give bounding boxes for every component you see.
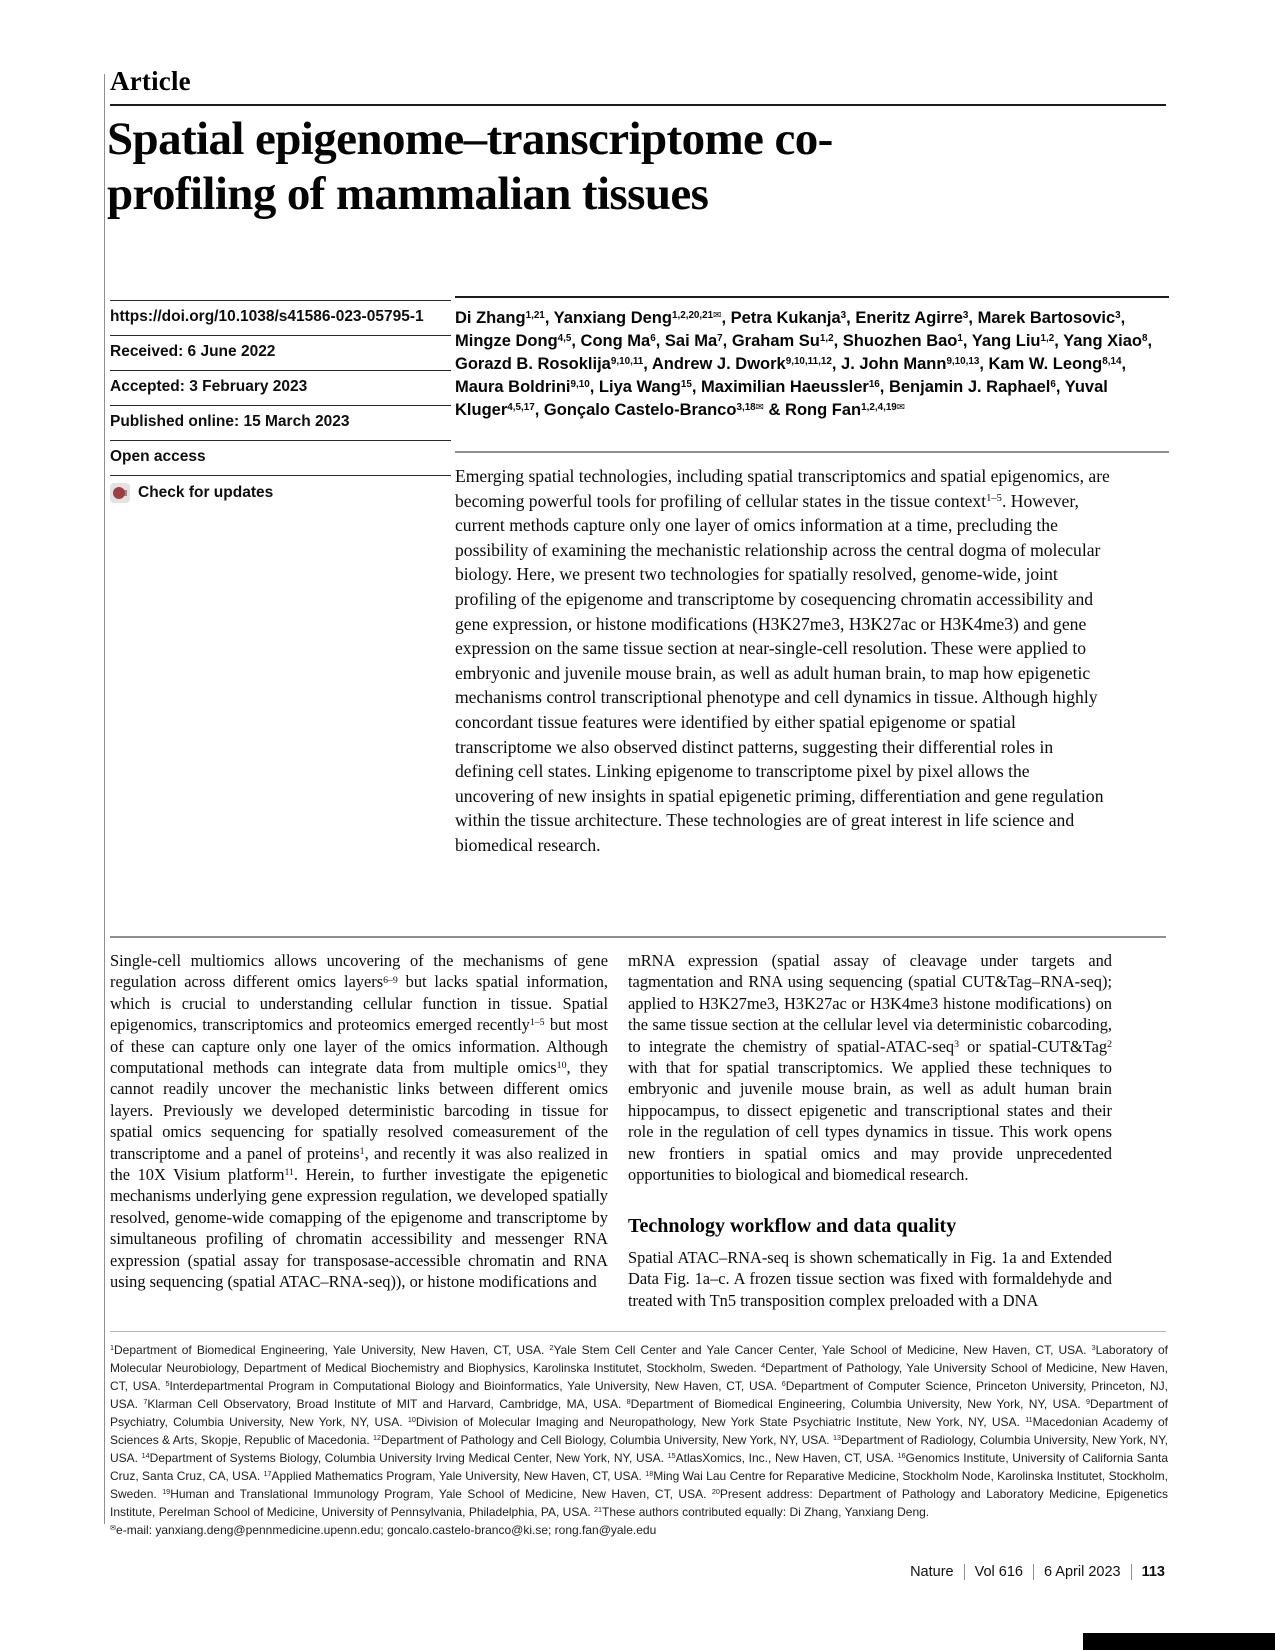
- published-online-date: Published online: 15 March 2023: [110, 405, 451, 440]
- footer-date: 6 April 2023: [1033, 1564, 1131, 1580]
- check-for-updates-button[interactable]: [110, 475, 451, 512]
- doi-link[interactable]: https://doi.org/10.1038/s41586-023-05795-1: [110, 300, 451, 335]
- abstract-text: Emerging spatial technologies, including spatial transcriptomics and spatial epigenomics, are becoming powerful tools for profiling of cellular states in the tissue context$^{1-5}$. However, current methods capture only one layer of omics information at a time, precluding the possibility of examining the mechanistic relationship across the central dogma of molecular biology. Here, we present two technologies for spatially resolved, genome-wide, joint profiling of the epigenome and transcriptome by cosequencing chromatin accessibility and gene expression, or histone modifications (H3K27me3, H3K27ac or H3K4me3) and gene expression on the same tissue section at near-single-cell resolution. These were applied to embryonic and juvenile mouse brain, as well as adult human brain, to map how epigenetic mechanisms control transcriptional phenotype and cell dynamics in tissue. Although highly concordant tissue features were identified by either spatial epigenome or spatial transcriptome we also observed distinct patterns, suggesting their differential roles in defining cell states. Linking epigenome to transcriptome pixel by pixel allows the uncovering of new insights in spatial epigenetic priming, differentiation and gene regulation within the tissue architecture. These technologies are of great interest in life science and biomedical research.: [455, 466, 1110, 855]
- footnote-divider: [110, 1331, 1166, 1332]
- footer-volume: Vol 616: [964, 1564, 1033, 1580]
- body-paragraph-1: Single-cell multiomics allows uncovering of the mechanisms of gene regulation across different omics layers$^{6-9}$ but lacks spatial information, which is crucial to understanding cellular function in tissue. Spatial epigenomics, transcriptomics and proteomics emerged recently$^{1-5}$ but most of these can capture only one layer of the omics information. Although computational methods can integrate data from multiple omics$^{10}$, they cannot readily uncover the mechanistic links between different omics layers. Previously we developed deterministic barcoding in tissue for spatial omics sequencing for spatially resolved comeasurement of the transcriptome and a panel of proteins$^1$, and recently it was also realized in the 10X Visium platform$^{11}$. Herein, to further investigate the epigenetic mechanisms underlying gene expression regulation, we developed spatially resolved, genome-wide comapping of the epigenome and transcriptome by simultaneous profiling of chromatin accessibility and messenger RNA expression (spatial assay for transposase-accessible chromatin and RNA using sequencing (spatial ATAC–RNA-seq)), or histone modifications and: [110, 951, 609, 1292]
- abstract-body-divider: [110, 936, 1166, 938]
- footnotes-section: [110, 1341, 1168, 1539]
- abstract-section: [455, 451, 1169, 858]
- page-footer: [910, 1564, 1165, 1580]
- check-for-updates-icon: [110, 483, 130, 503]
- footer-page-number: 113: [1131, 1564, 1165, 1580]
- body-paragraph-3: Spatial ATAC–RNA-seq is shown schematically in Fig. 1a and Extended Data Fig. 1a–c. A frozen tissue section was fixed with formaldehyde and treated with Tn5 transposition complex preloaded with a DNA: [628, 1247, 1112, 1310]
- author-list: Di Zhang$^{1,21}$, Yanxiang Deng$^{1,2,20,21✉}$, Petra Kukanja$^3$, Eneritz Agirre$^3$, Marek Bartosovic$^3$, Mingze Dong$^{4,5}$, Cong Ma$^6$, Sai Ma$^7$, Graham Su$^{1,2}$, Shuozhen Bao$^1$, Yang Liu$^{1,2}$, Yang Xiao$^8$, Gorazd B. Rosoklija$^{9,10,11}$, Andrew J. Dwork$^{9,10,11,12}$, J. John Mann$^{9,10,13}$, Kam W. Leong$^{8,14}$, Maura Boldrini$^{9,10}$, Liya Wang$^{15}$, Maximilian Haeussler$^{16}$, Benjamin J. Raphael$^6$, Yuval Kluger$^{4,5,17}$, Gonçalo Castelo-Branco$^{3,18✉}$ & Rong Fan$^{1,2,4,19✉}$: [455, 296, 1169, 422]
- corresponding-email-links[interactable]: ✉e-mail: yanxiang.deng@pennmedicine.upenn.edu; goncalo.castelo-branco@ki.se; rong.fan@yale.edu: [110, 1523, 657, 1537]
- accepted-date: Accepted: 3 February 2023: [110, 370, 451, 405]
- received-date: Received: 6 June 2022: [110, 335, 451, 370]
- section-heading-technology-workflow: Technology workflow and data quality: [628, 1215, 957, 1238]
- bottom-corner-bar: [1083, 1633, 1275, 1650]
- article-metadata: [110, 300, 451, 512]
- check-for-updates-label: Check for updates: [138, 484, 274, 501]
- kicker-divider: [110, 104, 1166, 106]
- body-paragraph-2: mRNA expression (spatial assay of cleavage under targets and tagmentation and RNA using sequencing (spatial CUT&Tag–RNA-seq); applied to H3K27me3, H3K27ac or H3K4me3 histone modifications) on the same tissue section at the cellular level via deterministic cobarcoding, to integrate the chemistry of spatial-ATAC-seq$^3$ or spatial-CUT&Tag$^2$ with that for spatial transcriptomics. We applied these techniques to embryonic and juvenile mouse brain, as well as adult human brain hippocampus, to dissect epigenetic and transcriptional states and their role in the regulation of cell types dynamics in tissue. This work opens new frontiers in spatial omics and may provide unprecedented opportunities to biological and biomedical research.: [628, 951, 1112, 1185]
- affiliations-text: $^1$Department of Biomedical Engineering, Yale University, New Haven, CT, USA. $^2$Yale Stem Cell Center and Yale Cancer Center, Yale School of Medicine, New Haven, CT, USA. $^3$Laboratory of Molecular Neurobiology, Department of Medical Biochemistry and Biophysics, Karolinska Institutet, Stockholm, Sweden. $^4$Department of Pathology, Yale University School of Medicine, New Haven, CT, USA. $^5$Interdepartmental Program in Computational Biology and Bioinformatics, Yale University, New Haven, CT, USA. $^6$Department of Computer Science, Princeton University, Princeton, NJ, USA. $^7$Klarman Cell Observatory, Broad Institute of MIT and Harvard, Cambridge, MA, USA. $^8$Department of Biomedical Engineering, Columbia University, New York, NY, USA. $^9$Department of Psychiatry, Columbia University, New York, NY, USA. $^{10}$Division of Molecular Imaging and Neuropathology, New York State Psychiatric Institute, New York, NY, USA. $^{11}$Macedonian Academy of Sciences & Arts, Skopje, Republic of Macedonia. $^{12}$Department of Pathology and Cell Biology, Columbia University, New York, NY, USA. $^{13}$Department of Radiology, Columbia University, New York, NY, USA. $^{14}$Department of Systems Biology, Columbia University Irving Medical Center, New York, NY, USA. $^{15}$AtlasXomics, Inc., New Haven, CT, USA. $^{16}$Genomics Institute, University of California Santa Cruz, Santa Cruz, CA, USA. $^{17}$Applied Mathematics Program, Yale University, New Haven, CT, USA. $^{18}$Ming Wai Lau Centre for Reparative Medicine, Stockholm Node, Karolinska Institutet, Stockholm, Sweden. $^{19}$Human and Translational Immunology Program, Yale School of Medicine, New Haven, CT, USA. $^{20}$Present address: Department of Pathology and Laboratory Medicine, Epigenetics Institute, Perelman School of Medicine, University of Pennsylvania, Philadelphia, PA, USA. $^{21}$These authors contributed equally: Di Zhang, Yanxiang Deng.: [110, 1343, 1169, 1519]
- body-column-right: [628, 950, 1112, 1311]
- body-column-left: [110, 950, 608, 1293]
- open-access-label: Open access: [110, 440, 451, 475]
- footer-journal: Nature: [910, 1564, 954, 1580]
- article-kicker: Article: [110, 66, 191, 96]
- page-title: Spatial epigenome–transcriptome co-profiling of mammalian tissues: [107, 113, 833, 220]
- left-margin-rule: [104, 74, 105, 1524]
